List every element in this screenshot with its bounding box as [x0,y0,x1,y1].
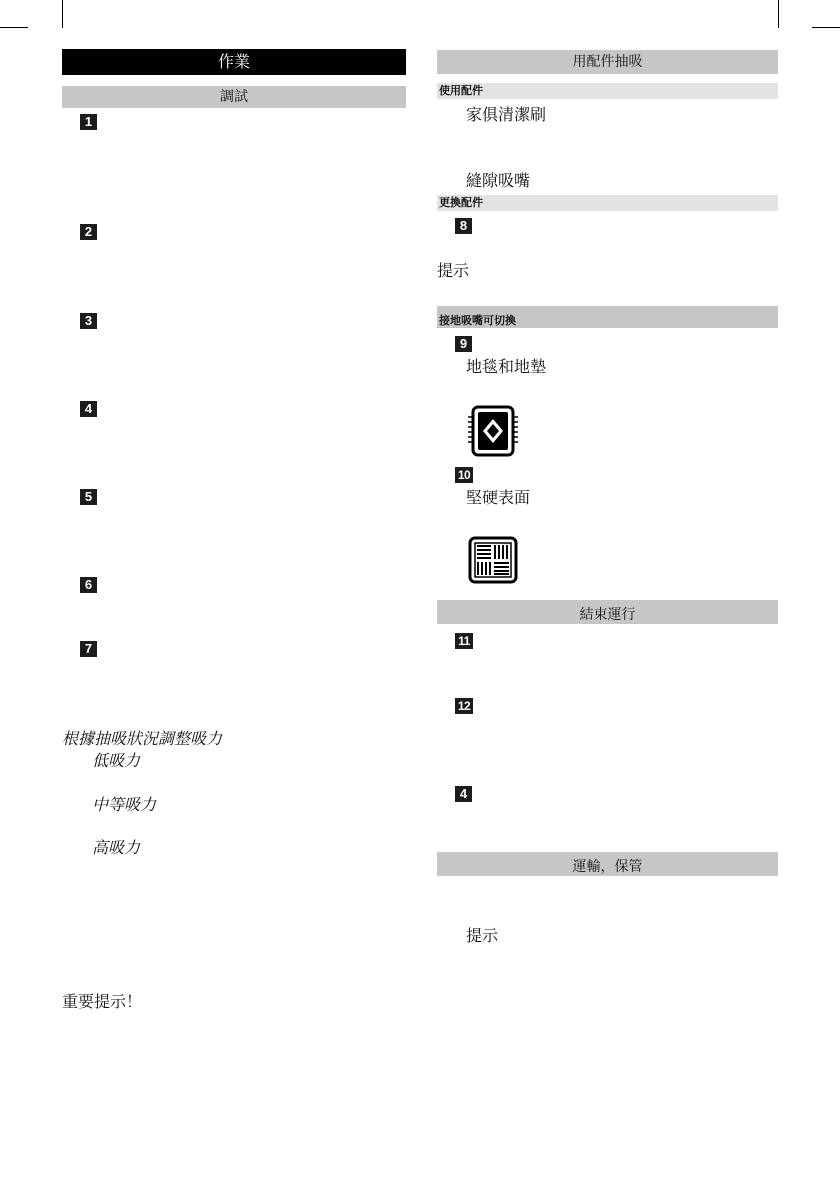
suction-adjust-heading: 根據抽吸狀況調整吸力 [62,729,223,748]
crop-mark-right-horizontal [812,27,840,28]
step-number-9: 9 [455,336,472,352]
subsection-title-commissioning: 調試 [62,86,406,108]
crevice-nozzle-label: 縫隙吸嘴 [466,171,531,190]
suction-level-low: 低吸力 [92,751,141,770]
step-number-1: 1 [80,114,97,130]
step-number-8: 8 [455,218,472,234]
hint-label: 提示 [437,261,470,280]
transport-hint-label: 提示 [466,926,499,945]
carpet-label: 地毯和地墊 [466,357,547,376]
step-number-4: 4 [80,401,97,417]
use-accessories-label: 使用配件 [437,83,778,99]
hard-floor-label: 堅硬表面 [466,488,531,507]
crop-mark-left-vertical [62,0,63,28]
step-number-7: 7 [80,641,97,657]
step-number-10: 10 [455,467,473,483]
step-number-5: 5 [80,489,97,505]
step-number-4-end: 4 [455,786,472,802]
section-title-accessories: 用配件抽吸 [437,50,778,74]
step-number-3: 3 [80,313,97,329]
section-title-end-operation: 結束運行 [437,600,778,624]
floor-nozzle-switch-label: 接地吸嘴可切換 [437,306,778,328]
suction-level-medium: 中等吸力 [92,795,157,814]
step-number-11: 11 [455,633,473,649]
change-accessories-label: 更換配件 [437,195,778,211]
suction-level-high: 高吸力 [92,838,141,857]
crop-mark-right-vertical [778,0,779,28]
step-number-12: 12 [455,698,473,714]
hard-floor-mode-icon [468,536,518,584]
furniture-brush-label: 家俱清潔刷 [466,105,547,124]
important-note: 重要提示！ [62,992,143,1011]
section-title-operation: 作業 [62,49,406,75]
step-number-2: 2 [80,224,97,240]
carpet-mode-icon [467,405,519,457]
crop-mark-left-horizontal [0,27,28,28]
step-number-6: 6 [80,577,97,593]
section-title-transport-storage: 運輸，保管 [437,852,778,876]
